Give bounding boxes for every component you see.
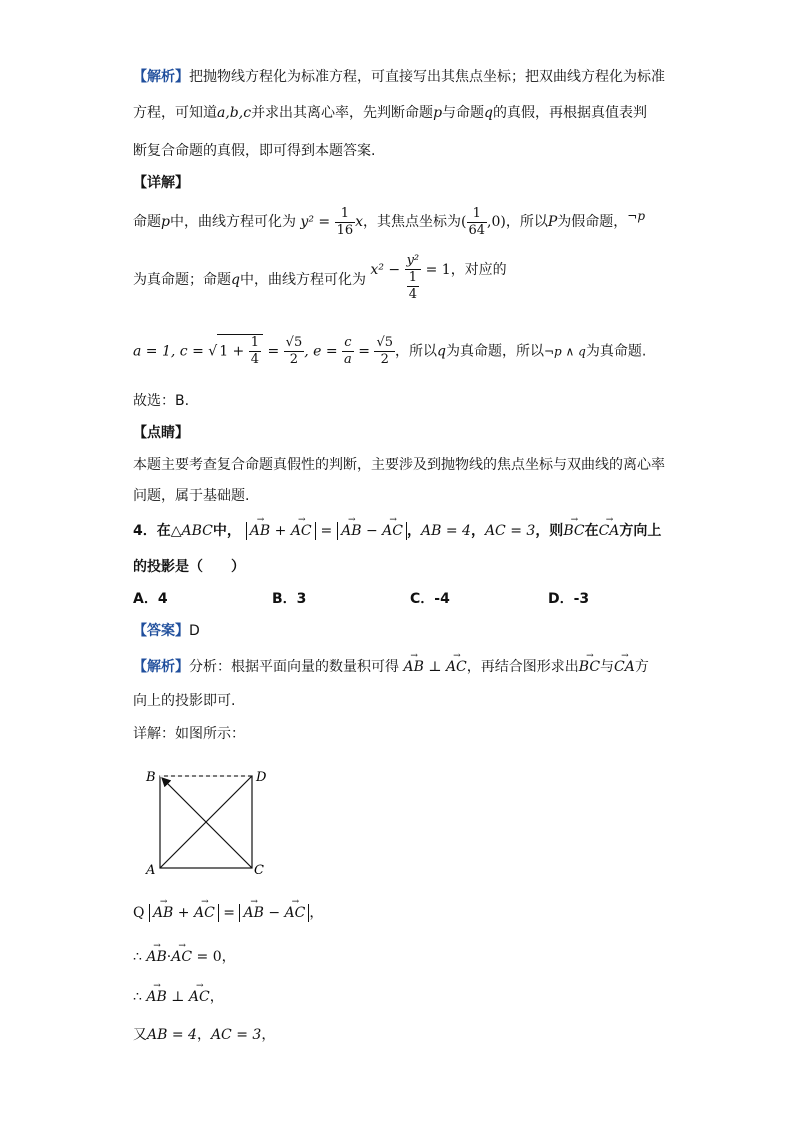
detail2-intro: 详解：如图所示： <box>133 726 245 742</box>
dianjing-tag: 【点睛】 <box>133 425 189 441</box>
fraction: $\frac{1}{64}$ <box>468 205 486 238</box>
option-b: B．3 <box>272 591 307 607</box>
label-a: A <box>146 863 156 878</box>
option-c: C．-4 <box>410 591 450 607</box>
fraction: $\frac{1}{4}$ <box>408 270 417 302</box>
dianjing-line-1: 本题主要考查复合命题真假性的判断，主要涉及到抛物线的焦点坐标与双曲线的离心率 <box>133 457 665 473</box>
fraction: $\frac{c}{a}$ <box>344 335 352 367</box>
answer-tag: 【答案】 <box>133 623 189 639</box>
analysis-line-2: 方程，可知道a,b,c并求出其离心率，先判断命题p与命题q的真假，再根据真值表判 <box>133 105 647 121</box>
label-c: C <box>254 863 264 878</box>
detail-tag: 【详解】 <box>133 175 189 191</box>
step-1: Q → AB + → AC = → AB − → AC ， <box>133 900 323 926</box>
step-2: ∴ → AB·→ AC = 0， <box>133 946 236 968</box>
analysis-line-3: 断复合命题的真假，即可得到本题答案. <box>133 143 376 159</box>
option-a: A．4 <box>133 591 168 607</box>
detail-q-line: 为真命题；命题q中，曲线方程可化为 x² − $\frac{\text{y²}}{\frac{1}{4}}$ = 1，对应的 <box>133 253 507 302</box>
answer-value: D <box>189 623 200 639</box>
fraction: $\frac{1}{16}$ <box>336 205 354 238</box>
question-4-line-2: 的投影是（ ） <box>133 559 245 575</box>
detail-p-line: 命题p中，曲线方程可化为 y² = $\frac{1}{16}$ x，其焦点坐标为( $\frac{1}{64}$ ,0)，所以P为假命题，¬p <box>133 205 646 238</box>
answer-line <box>133 620 200 640</box>
option-d: D．-3 <box>548 591 590 607</box>
square-figure <box>140 762 280 882</box>
question-4-line-1: 4．在△ABC中， → AB + → AC = → AB − → AC ，AB = 4，AC = 3，则→ BC在→ CA方向上 <box>133 518 661 544</box>
analysis-line-1: 【解析】把抛物线方程化为标准方程，可直接写出其焦点坐标；把双曲线方程化为标准 <box>133 69 665 85</box>
analysis-tag: 【解析】 <box>133 69 189 85</box>
abs-value: → AB + → AC <box>149 904 219 922</box>
abs-value: → AB + → AC <box>246 522 316 540</box>
abs-value: → AB − → AC <box>239 904 309 922</box>
abs-value: → AB − → AC <box>337 522 407 540</box>
analysis2-line-1: 【解析】分析：根据平面向量的数量积可得 → AB ⊥ → AC，再结合图形求出→ BC与→ CA方 <box>133 656 649 678</box>
choice-line: 故选：B. <box>133 393 190 409</box>
step-4: 又AB = 4，AC = 3， <box>133 1027 276 1043</box>
fraction: $\frac{√5}{2}$ <box>376 335 394 367</box>
fraction: $\frac{1}{4}$ <box>250 335 260 367</box>
label-b: B <box>146 770 156 785</box>
arrow-cb <box>162 778 252 868</box>
fraction: $\frac{√5}{2}$ <box>285 335 303 367</box>
sqrt: 1 + $\frac{1}{4}$ <box>217 334 263 368</box>
detail-ae-line: a = 1, c = √ 1 + $\frac{1}{4}$ = $\frac{√5}{2}$ , e = $\frac{c}{a}$ = $\frac{√5}{2}$ ，所以q为真命题，所以¬p ∧ q为真命题. <box>133 335 647 367</box>
fraction: $\frac{\text{y²}}{\frac{1}{4}}$ <box>406 253 420 302</box>
step-3: ∴ → AB ⊥ → AC， <box>133 986 224 1008</box>
analysis2-line-2: 向上的投影即可. <box>133 693 236 709</box>
label-d: D <box>256 770 267 785</box>
dianjing-line-2: 问题，属于基础题. <box>133 488 250 504</box>
